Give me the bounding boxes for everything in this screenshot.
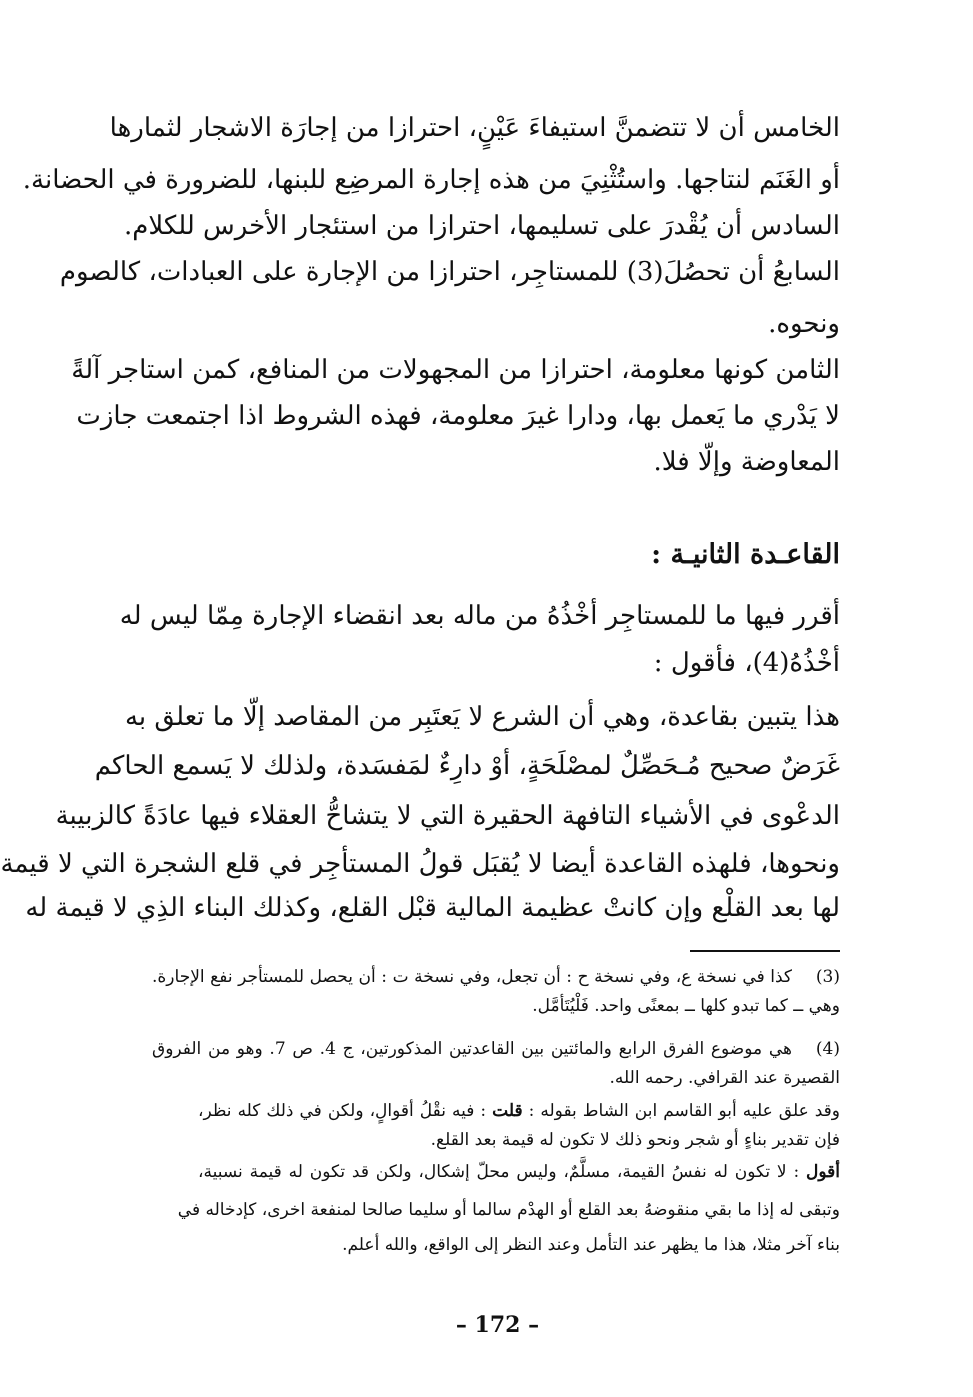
body-line-8: المعاوضة وإلّا فلا. xyxy=(653,447,840,477)
section-heading: القاعـدة الثانيـة : xyxy=(651,539,840,570)
body2-line-1: أقرر فيها ما للمستاجِر أخْذُهُ من ماله بعد انقضاء الإجارة مِمّا ليس له xyxy=(119,601,840,631)
footnote-text-line: أقول : لا تكون له نفسُ القيمة، مسلَّمٌ، وليس محلّ إشكال، ولكن قد تكون له قيمة نسبية، xyxy=(198,1162,840,1182)
footnote-text: وقد علق عليه أبو القاسم ابن الشاط بقوله : xyxy=(522,1101,840,1121)
footnote-text-line: القصيرة عند القرافي. رحمه الله. xyxy=(609,1068,840,1088)
body2-line-3: هذا يتبين بقاعدة، وهي أن الشرع لا يَعتَبِر من المقاصد إلّا ما تعلق به xyxy=(124,702,840,732)
body-line-4: السابعُ أن تحصُلَ(3) للمستاجِر، احترازا من الإجارة على العبادات، كالصوم xyxy=(59,257,840,287)
footnote-separator xyxy=(690,950,840,952)
body-line-5: ونحوه. xyxy=(768,309,840,339)
footnote-text-line xyxy=(198,1097,840,1126)
body-line-2: أو الغَنَم لنتاجها. واستُثْنِيَ من هذه إجارة المرضِع للبنها، للضرورة في الحضانة. xyxy=(22,165,840,195)
footnote-text-line: وتبقى له إذا ما بقي منقوضهُ بعد القلع أو الهدْم سالما أو سليما صالحا لمنفعة اخرى، كإدخاله في xyxy=(177,1200,840,1220)
footnote-keyword: أقول xyxy=(806,1162,840,1182)
body2-line-6: ونحوها، فلهذه القاعدة أيضا لا يُقبَل قولُ المستأجِر في قلع الشجرة التي لا قيمة xyxy=(0,849,840,879)
footnote-number: (3) xyxy=(815,967,840,987)
footnote-text-line: كذا في نسخة ع، وفي نسخة ح : أن تجعل، وفي نسخة ت : أن يحصل للمستأجر نفع الإجارة. xyxy=(152,967,792,987)
body2-line-4: غَرَضٌ صحيح مُـحَصِّلٌ لمصْلَحَةٍ، أوْ دارِءٌ لمَفسَدة، ولذلك لا يَسمع الحاكم xyxy=(94,751,840,781)
body2-line-2: أخْذُهُ(4)، فأقول : xyxy=(653,648,840,678)
footnote-number: (4) xyxy=(815,1039,840,1059)
footnote-4 xyxy=(150,1035,840,1064)
footnote-text-line: فإن تقدير بناءٍ أو شجر ونحو ذلك لا تكون له قيمة بعد القلع. xyxy=(430,1130,840,1150)
footnote-text: : فيه نقْلُ أقوالٍ، ولكن في ذلك كله نظر، xyxy=(198,1101,493,1121)
footnote-text-line: بناء آخر مثلا، هذا ما يظهر عند التأمل وعند النظر إلى الواقع، والله أعلم. xyxy=(342,1235,840,1255)
footnote-text: لا تكون له نفسُ القيمة، مسلَّمٌ، وليس محلّ إشكال، ولكن قد تكون له قيمة نسبية، xyxy=(198,1162,787,1182)
body2-line-5: الدعْوى في الأشياء التافهة الحقيرة التي لا يتشاحُّ العقلاء فيها عادَةً كالزبيبة xyxy=(55,801,840,831)
body-line-1: الخامس أن لا تتضمنَّ استيفاءَ عَيْنٍ، احترازا من إجارَة الاشجار لثمارها xyxy=(109,113,840,143)
body2-line-7: لها بعد القلْع وإن كانتْ عظيمة المالية قبْل القلع، وكذلك البناء الذِي لا قيمة له xyxy=(25,893,840,923)
body-line-6: الثامن كونها معلومة، احترازا من المجهولات من المنافع، كمن استاجر آلةً xyxy=(71,355,840,385)
body-line-7: لا يَدْري ما يَعمل بها، ودارا غيرَ معلومة، فهذه الشروط اذا اجتمعت جازت xyxy=(76,401,840,431)
footnote-text-line: هي موضوع الفرق الرابع والمائتين بين القاعدتين المذكورتين، ج 4. ص 7. وهو من الفروق xyxy=(152,1039,792,1059)
page-number: – 172 – xyxy=(455,1312,540,1338)
footnote-text-line: وهي ــ كما تبدو كلها ــ بمعنًى واحد. فَلْيُتَأمَّل. xyxy=(532,996,840,1016)
footnote-keyword: قلت xyxy=(492,1101,523,1121)
body-line-3: السادس أن يُقْدرَ على تسليمها، احترازا من استئجار الأخرس للكلام. xyxy=(123,211,840,241)
